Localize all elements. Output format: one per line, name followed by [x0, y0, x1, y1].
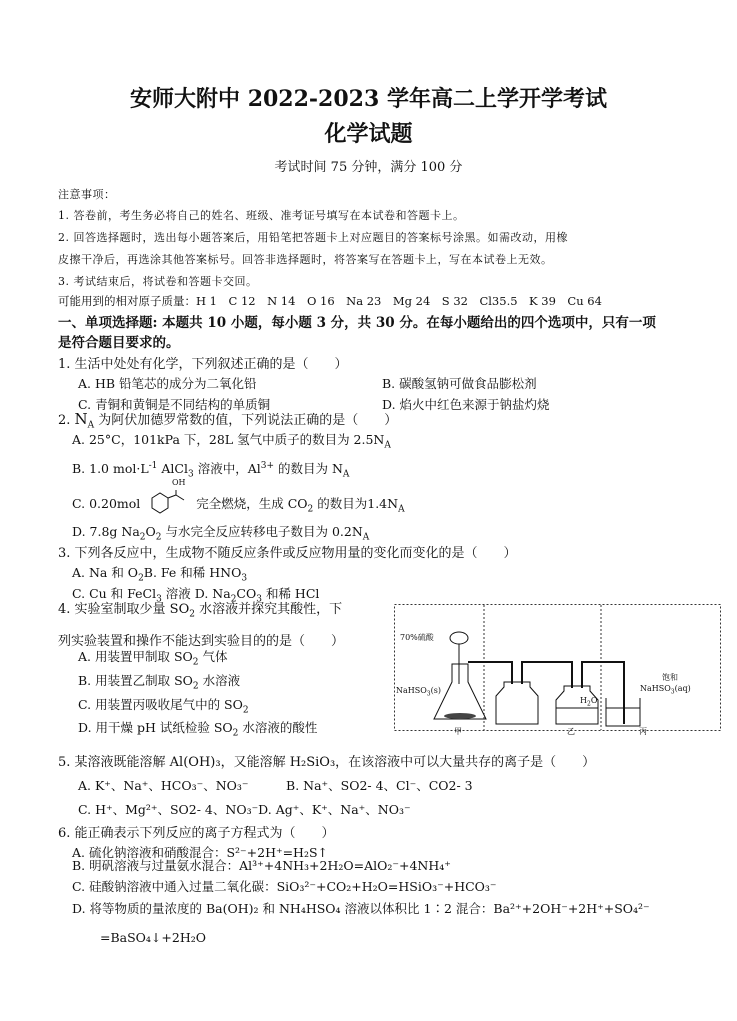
q6-option-d: D. 将等物质的量浓度的 Ba(OH)₂ 和 NH₄HSO₄ 溶液以体积比 1∶2 混合：Ba²⁺+2OH⁻+2H⁺+SO₄²⁻ [72, 901, 650, 916]
q1-option-a: A. HB 铅笔芯的成分为二氧化铅 [78, 376, 257, 391]
q4-option-b: B. 用装置乙制取 $SO_2$ 水溶液 [78, 673, 241, 692]
q2-option-d: D. 7.8g $Na_2O_2$ 与水完全反应转移电子数目为 $0.2N_A$ [72, 524, 370, 543]
q4-option-c: C. 用装置丙吸收尾气中的 $SO_2$ [78, 697, 249, 716]
q2-option-c: C. 0.20mol OH 完全燃烧，生成 $CO_2$ 的数目为$1.4N_A$ [72, 478, 405, 515]
note-2: 2. 回答选择题时，选出每小题答案后，用铅笔把答题卡上对应题目的答案标号涂黑。如需改动，用橡 [58, 231, 568, 244]
notes-heading: 注意事项： [58, 188, 116, 201]
exam-subject: 化学试题 [324, 121, 413, 147]
section-heading: 一、单项选择题: 本题共 10 小题，每小题 3 分，共 30 分。在每小题给出的四个选项中，只有一项 [58, 315, 656, 331]
q4-stem-line2: 列实验装置和操作不能达到实验目的的是（ ） [58, 634, 345, 649]
label-nahso3-solid: NaHSO$_3$(s) [396, 686, 441, 698]
q5-stem: 5. 某溶液既能溶解 Al(OH)₃，又能溶解 H₂SiO₃，在该溶液中可以大量共存的离子是（ ） [58, 755, 596, 770]
q2-option-b: B. 1.0 $mol\cdot L^{-1}$ AlCl$_3$ 溶液中，$Al^{3+}$ 的数目为 $N_A$ [72, 460, 350, 480]
q3-stem: 3. 下列各反应中，生成物不随反应条件或反应物用量的变化而变化的是（ ） [58, 546, 517, 561]
q6-option-d-cont: =BaSO₄↓+2H₂O [100, 930, 206, 945]
exam-info: 考试时间 75 分钟，满分 100 分 [274, 160, 463, 175]
exam-title: 安师大附中 2022-2023 学年高二上学开学考试 [130, 86, 607, 112]
q2-stem: 2. $N_A$ 为阿伏加德罗常数的值，下列说法正确的是（ ） [58, 410, 398, 431]
q4-option-a: A. 用装置甲制取 $SO_2$ 气体 [78, 649, 228, 668]
q6-option-a: A. 硫化钠溶液和硝酸混合：S²⁻+2H⁺=H₂S↑ [72, 845, 328, 860]
q4-stem-line1: 4. 实验室制取少量 $SO_2$ 水溶液并探究其酸性，下 [58, 602, 343, 620]
q1-option-d: D. 焰火中红色来源于钠盐灼烧 [382, 397, 550, 412]
q4-option-d: D. 用干燥 pH 试纸检验 $SO_2$ 水溶液的酸性 [78, 720, 318, 739]
label-apparatus-bing: 丙 [639, 727, 647, 736]
atomic-mass: 可能用到的相对原子质量：H 1 C 12 N 14 O 16 Na 23 Mg 24 S 32 Cl35.5 K 39 Cu 64 [58, 294, 602, 308]
label-nahso3-aq: NaHSO$_3$(aq) [640, 684, 691, 696]
q2-option-a: A. 25°C，101kPa 下，28L 氢气中质子的数目为 $2.5N_A$ [72, 432, 391, 451]
q6-option-b: B. 明矾溶液与过量氨水混合：Al³⁺+4NH₃+2H₂O=AlO₂⁻+4NH₄⁺ [72, 858, 451, 873]
q4-apparatus-figure [394, 604, 721, 735]
section-heading-cont: 是符合题目要求的。 [58, 335, 180, 351]
q3-options-ab: A. Na 和 $O_2B$. Fe 和稀 $HNO_3$ [72, 565, 248, 584]
note-3: 3. 考试结束后，将试卷和答题卡交回。 [58, 275, 258, 288]
q1-option-c: C. 青铜和黄铜是不同结构的单质铜 [78, 397, 271, 412]
label-water: $H_2O$ [580, 696, 598, 708]
q1-option-b: B. 碳酸氢钠可做食品膨松剂 [382, 376, 537, 391]
hydroxyl-label: OH [172, 478, 186, 487]
q5-options-ab: A. K⁺、Na⁺、HCO₃⁻、NO₃⁻ B. Na⁺、SO2- 4、Cl⁻、CO2- 3 [78, 778, 473, 793]
q5-options-cd: C. H⁺、Mg²⁺、SO2- 4、NO₃⁻D. Ag⁺、K⁺、Na⁺、NO₃⁻ [78, 802, 411, 817]
q1-stem: 1. 生活中处处有化学，下列叙述正确的是（ ） [58, 357, 348, 372]
note-1: 1. 答卷前，考生务必将自己的姓名、班级、准考证号填写在本试卷和答题卡上。 [58, 209, 465, 222]
q6-option-c: C. 硅酸钠溶液中通入过量二氧化碳：SiO₃²⁻+CO₂+H₂O=HSiO₃⁻+HCO₃⁻ [72, 879, 497, 894]
note-2-cont: 皮擦干净后，再选涂其他答案标号。回答非选择题时，将答案写在答题卡上，写在本试卷上无效。 [58, 253, 553, 266]
q3-options-cd: C. Cu 和 FeCl$_3$ 溶液 D. $Na_2CO_3$ 和稀 HCl [72, 586, 320, 605]
apparatus-diagram [394, 604, 721, 735]
q6-stem: 6. 能正确表示下列反应的离子方程式为（ ） [58, 826, 335, 841]
label-70-sulfuric-acid: 70%硫酸 [400, 633, 434, 642]
label-saturated: 饱和 [662, 673, 678, 682]
benzoic-acid-structure-icon [144, 490, 192, 516]
label-apparatus-jia: 甲 [454, 727, 462, 736]
label-apparatus-yi: 乙 [567, 727, 575, 736]
